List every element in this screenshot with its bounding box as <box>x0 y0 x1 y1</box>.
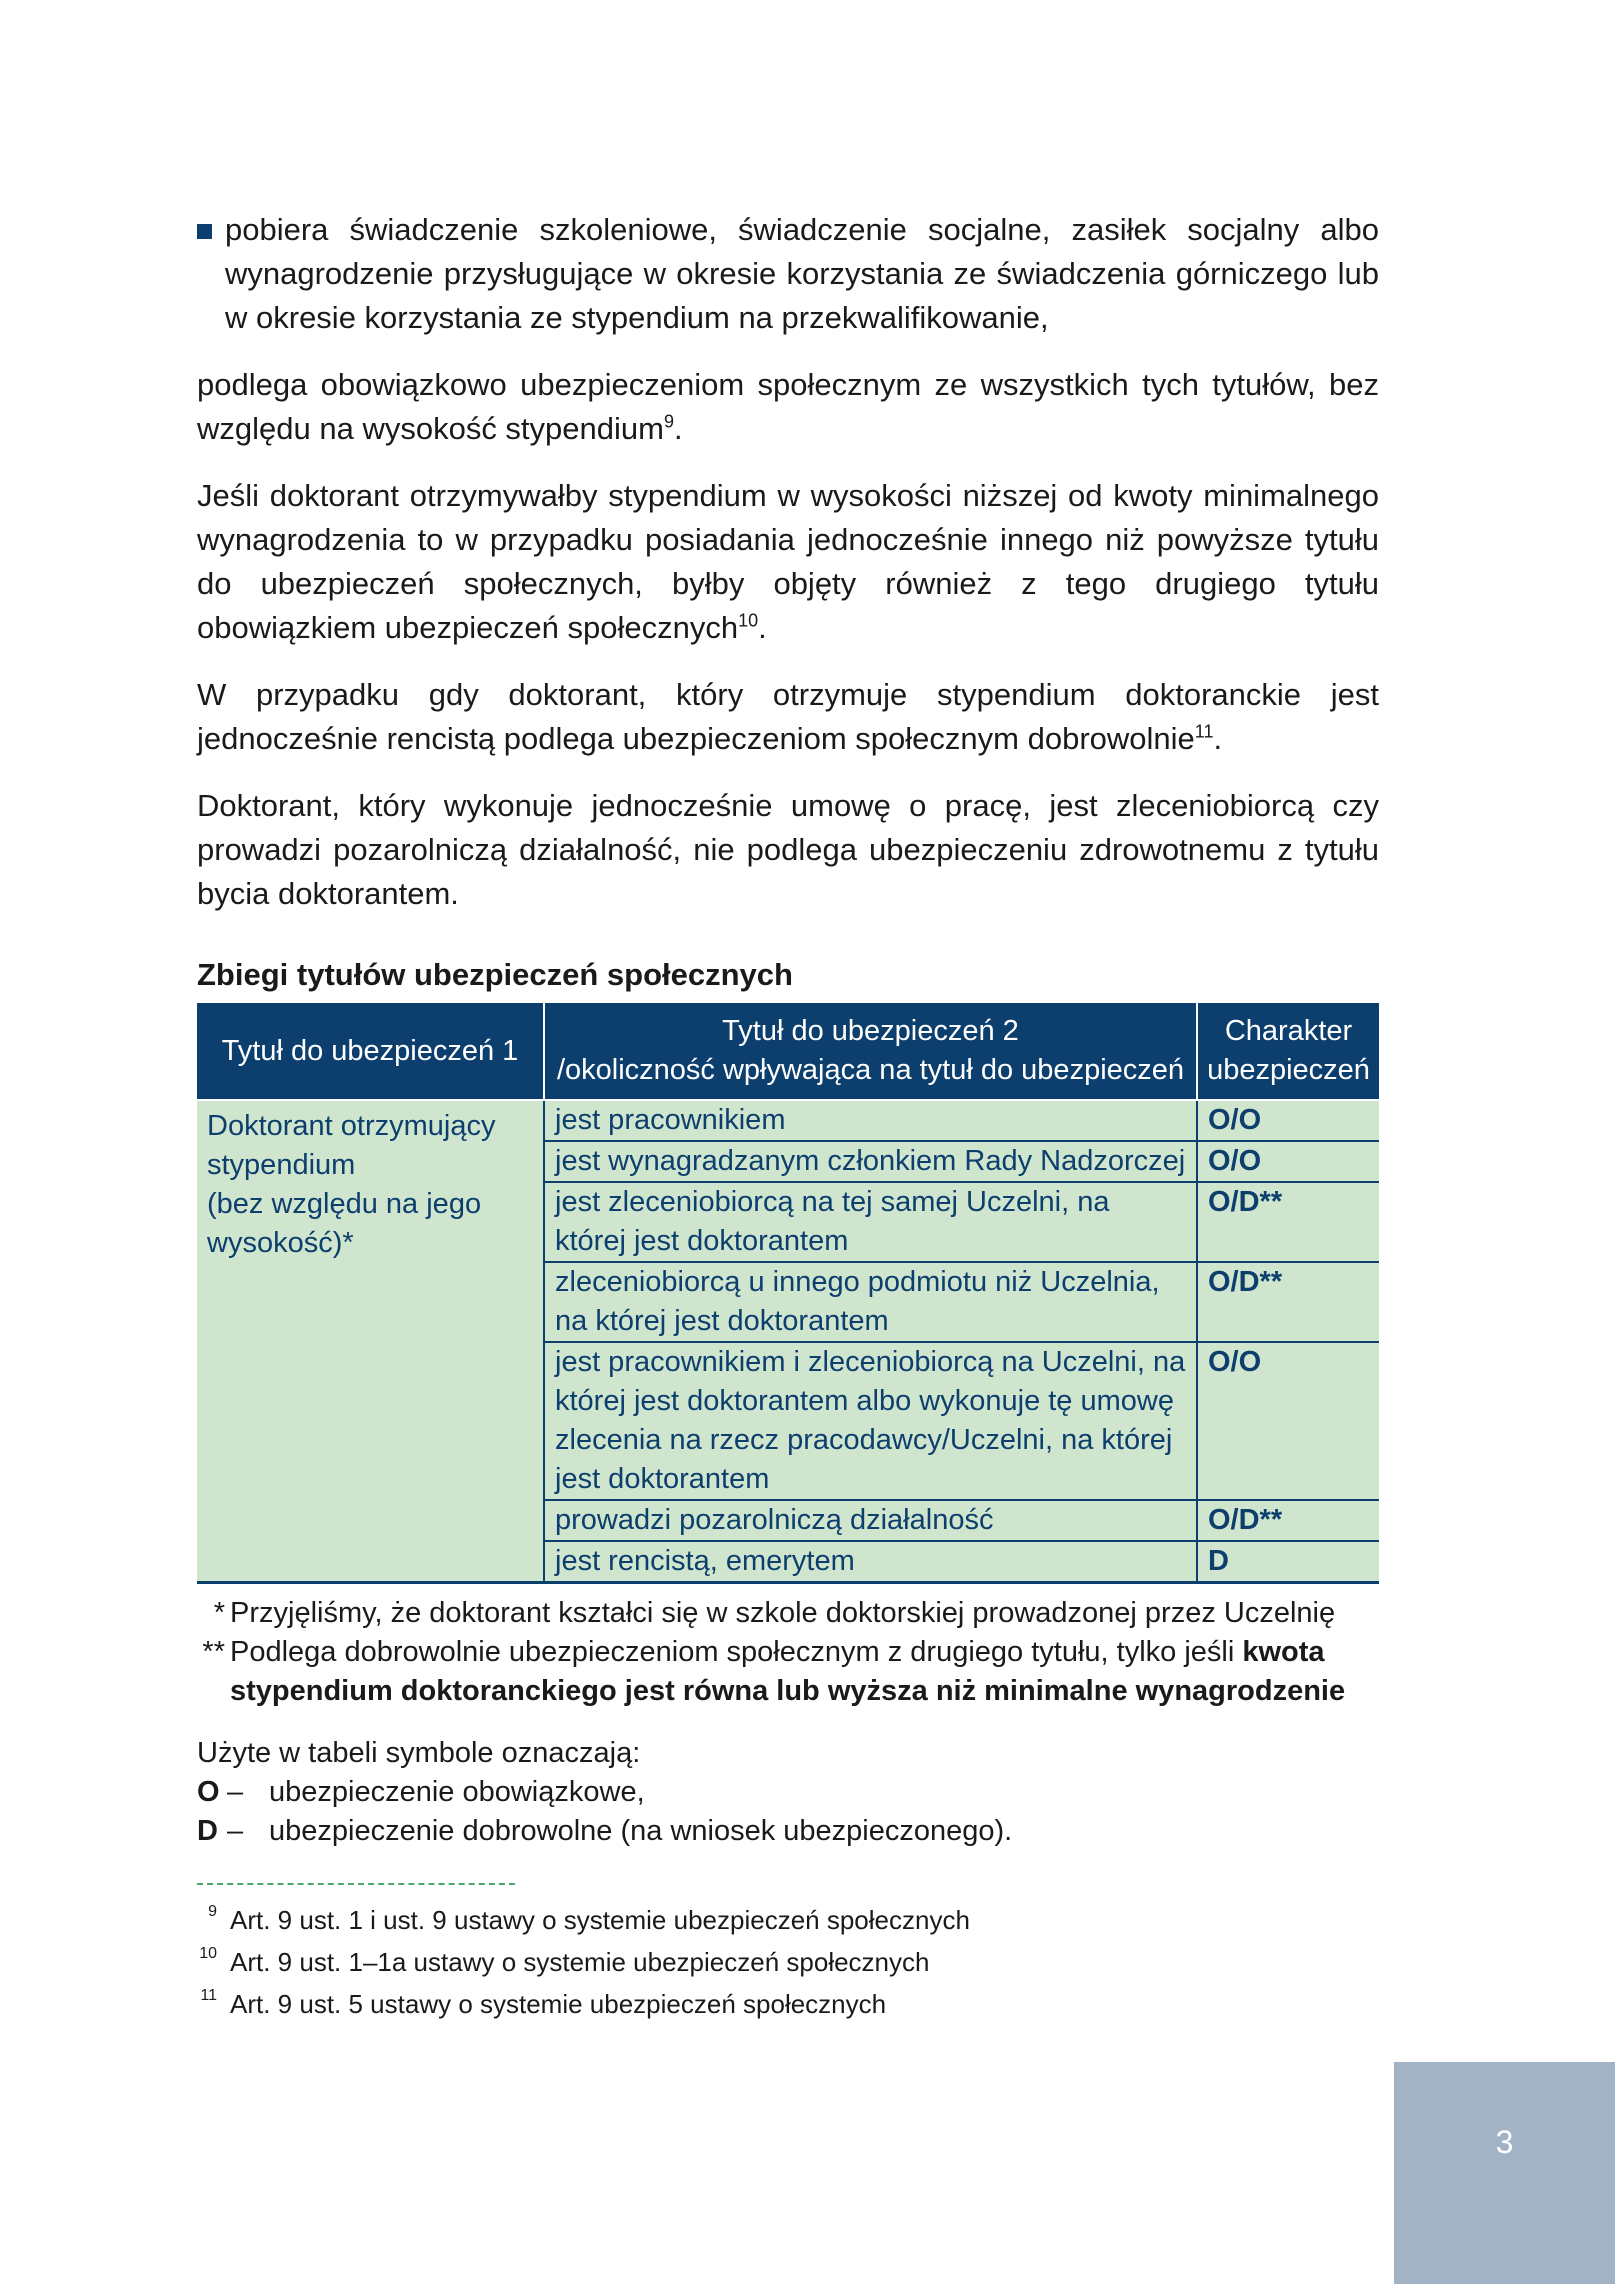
footnote-ref[interactable]: 10 <box>738 610 759 631</box>
paragraph: Doktorant, który wykonuje jednocześnie umowę o pracę, jest zleceniobiorcą czy prowadzi pozarolniczą działalność, nie podlega ubezpieczeniu zdrowotnemu z tytułu bycia doktorantem. <box>197 788 1379 911</box>
symbol-legend <box>197 1734 1379 1851</box>
note-single-asterisk: * Przyjęliśmy, że doktorant kształci się w szkole doktorskiej prowadzonej przez Uczelnię <box>213 1597 1336 1629</box>
row-title-cell: jest rencistą, emerytem <box>544 1541 1197 1583</box>
footnote-ref[interactable]: 11 <box>1194 721 1214 742</box>
row-symbol-cell: D <box>1197 1541 1379 1583</box>
row-symbol-cell: O/D** <box>1197 1262 1379 1342</box>
footnote-ref[interactable]: 9 <box>663 411 674 432</box>
footnote-item: 10 Art. 9 ust. 1–1a ustawy o systemie ubezpieczeń społecznych <box>199 1945 930 1977</box>
footnote-item: 11 Art. 9 ust. 5 ustawy o systemie ubezpieczeń społecznych <box>200 1987 887 2019</box>
row-title-cell: jest pracownikiem <box>544 1100 1197 1141</box>
paragraph: podlega obowiązkowo ubezpieczeniom społecznym ze wszystkich tych tytułów, bez względu na wysokość stypendium$^9$. <box>197 367 1379 446</box>
table-header-row <box>197 1003 1379 1100</box>
page-corner-block <box>1394 2062 1615 2284</box>
header-col1: Tytuł do ubezpieczeń 1 <box>197 1003 544 1100</box>
note-bold-text: kwota stypendium doktoranckiego jest równa lub wyższa niż minimalne wynagrodzenie <box>230 1636 1346 1707</box>
header-col2: Tytuł do ubezpieczeń 2 /okoliczność wpływająca na tytuł do ubezpieczeń <box>544 1003 1197 1100</box>
row-title-cell: jest zleceniobiorcą na tej samej Uczelni, na której jest doktorantem <box>544 1182 1197 1262</box>
table-notes <box>197 1594 1379 1711</box>
insurance-table <box>197 1003 1379 1584</box>
footnotes <box>197 1899 1379 2025</box>
table-row <box>197 1100 1379 1141</box>
table-title: Zbiegi tytułów ubezpieczeń społecznych <box>197 957 793 992</box>
footnote-divider <box>197 1883 515 1885</box>
row-title-cell: zleceniobiorcą u innego podmiotu niż Uczelnia, na której jest doktorantem <box>544 1262 1197 1342</box>
note-double-asterisk: ** Podlega dobrowolnie ubezpieczeniom społecznym z drugiego tytułu, tylko jeśli kwota stypendium doktoranckiego jest równa lub wyższa niż minimalne wynagrodzenie <box>202 1636 1346 1707</box>
paragraph: W przypadku gdy doktorant, który otrzymuje stypendium doktoranckie jest jednocześnie rencistą podlega ubezpieczeniom społecznym dobrowolnie$^{11}$. <box>197 677 1379 756</box>
paragraph: Jeśli doktorant otrzymywałby stypendium w wysokości niższej od kwoty minimalnego wynagrodzenia to w przypadku posiadania jednocześnie innego niż powyższe tytułu do ubezpieczeń społecznych, byłby objęty również z tego drugiego tytułu obowiązkiem ubezpieczeń społecznych$^{10}$. <box>197 478 1379 645</box>
legend-item-o: O – ubezpieczenie obowiązkowe, <box>197 1776 645 1808</box>
row-title-cell: jest wynagradzanym członkiem Rady Nadzorczej <box>544 1141 1197 1182</box>
legend-item-d: D – ubezpieczenie dobrowolne (na wniosek ubezpieczonego). <box>197 1815 1013 1847</box>
row-symbol-cell: O/D** <box>1197 1500 1379 1541</box>
row-symbol-cell: O/D** <box>1197 1182 1379 1262</box>
header-col3: Charakter ubezpieczeń <box>1197 1003 1379 1100</box>
bullet-item <box>197 208 1379 340</box>
page-number: 3 <box>1495 2124 1514 2160</box>
legend-intro: Użyte w tabeli symbole oznaczają: <box>197 1737 641 1769</box>
bullet-text: pobiera świadczenie szkoleniowe, świadczenie socjalne, zasiłek socjalny albo wynagrodzenie przysługujące w okresie korzystania ze świadczenia górniczego lub w okresie korzystania ze stypendium na przekwalifikowanie, <box>225 212 1379 335</box>
row-symbol-cell: O/O <box>1197 1100 1379 1141</box>
first-column-cell: Doktorant otrzymujący stypendium (bez względu na jego wysokość)* <box>197 1100 544 1583</box>
row-title-cell: jest pracownikiem i zleceniobiorcą na Uczelni, na której jest doktorantem albo wykonuje tę umowę zlecenia na rzecz pracodawcy/Uczelni, na której jest doktorantem <box>544 1342 1197 1500</box>
footnote-item: 9 Art. 9 ust. 1 i ust. 9 ustawy o systemie ubezpieczeń społecznych <box>208 1903 970 1935</box>
row-symbol-cell: O/O <box>1197 1342 1379 1500</box>
row-title-cell: prowadzi pozarolniczą działalność <box>544 1500 1197 1541</box>
square-bullet-icon <box>197 224 212 239</box>
page-content <box>197 208 1379 2025</box>
row-symbol-cell: O/O <box>1197 1141 1379 1182</box>
